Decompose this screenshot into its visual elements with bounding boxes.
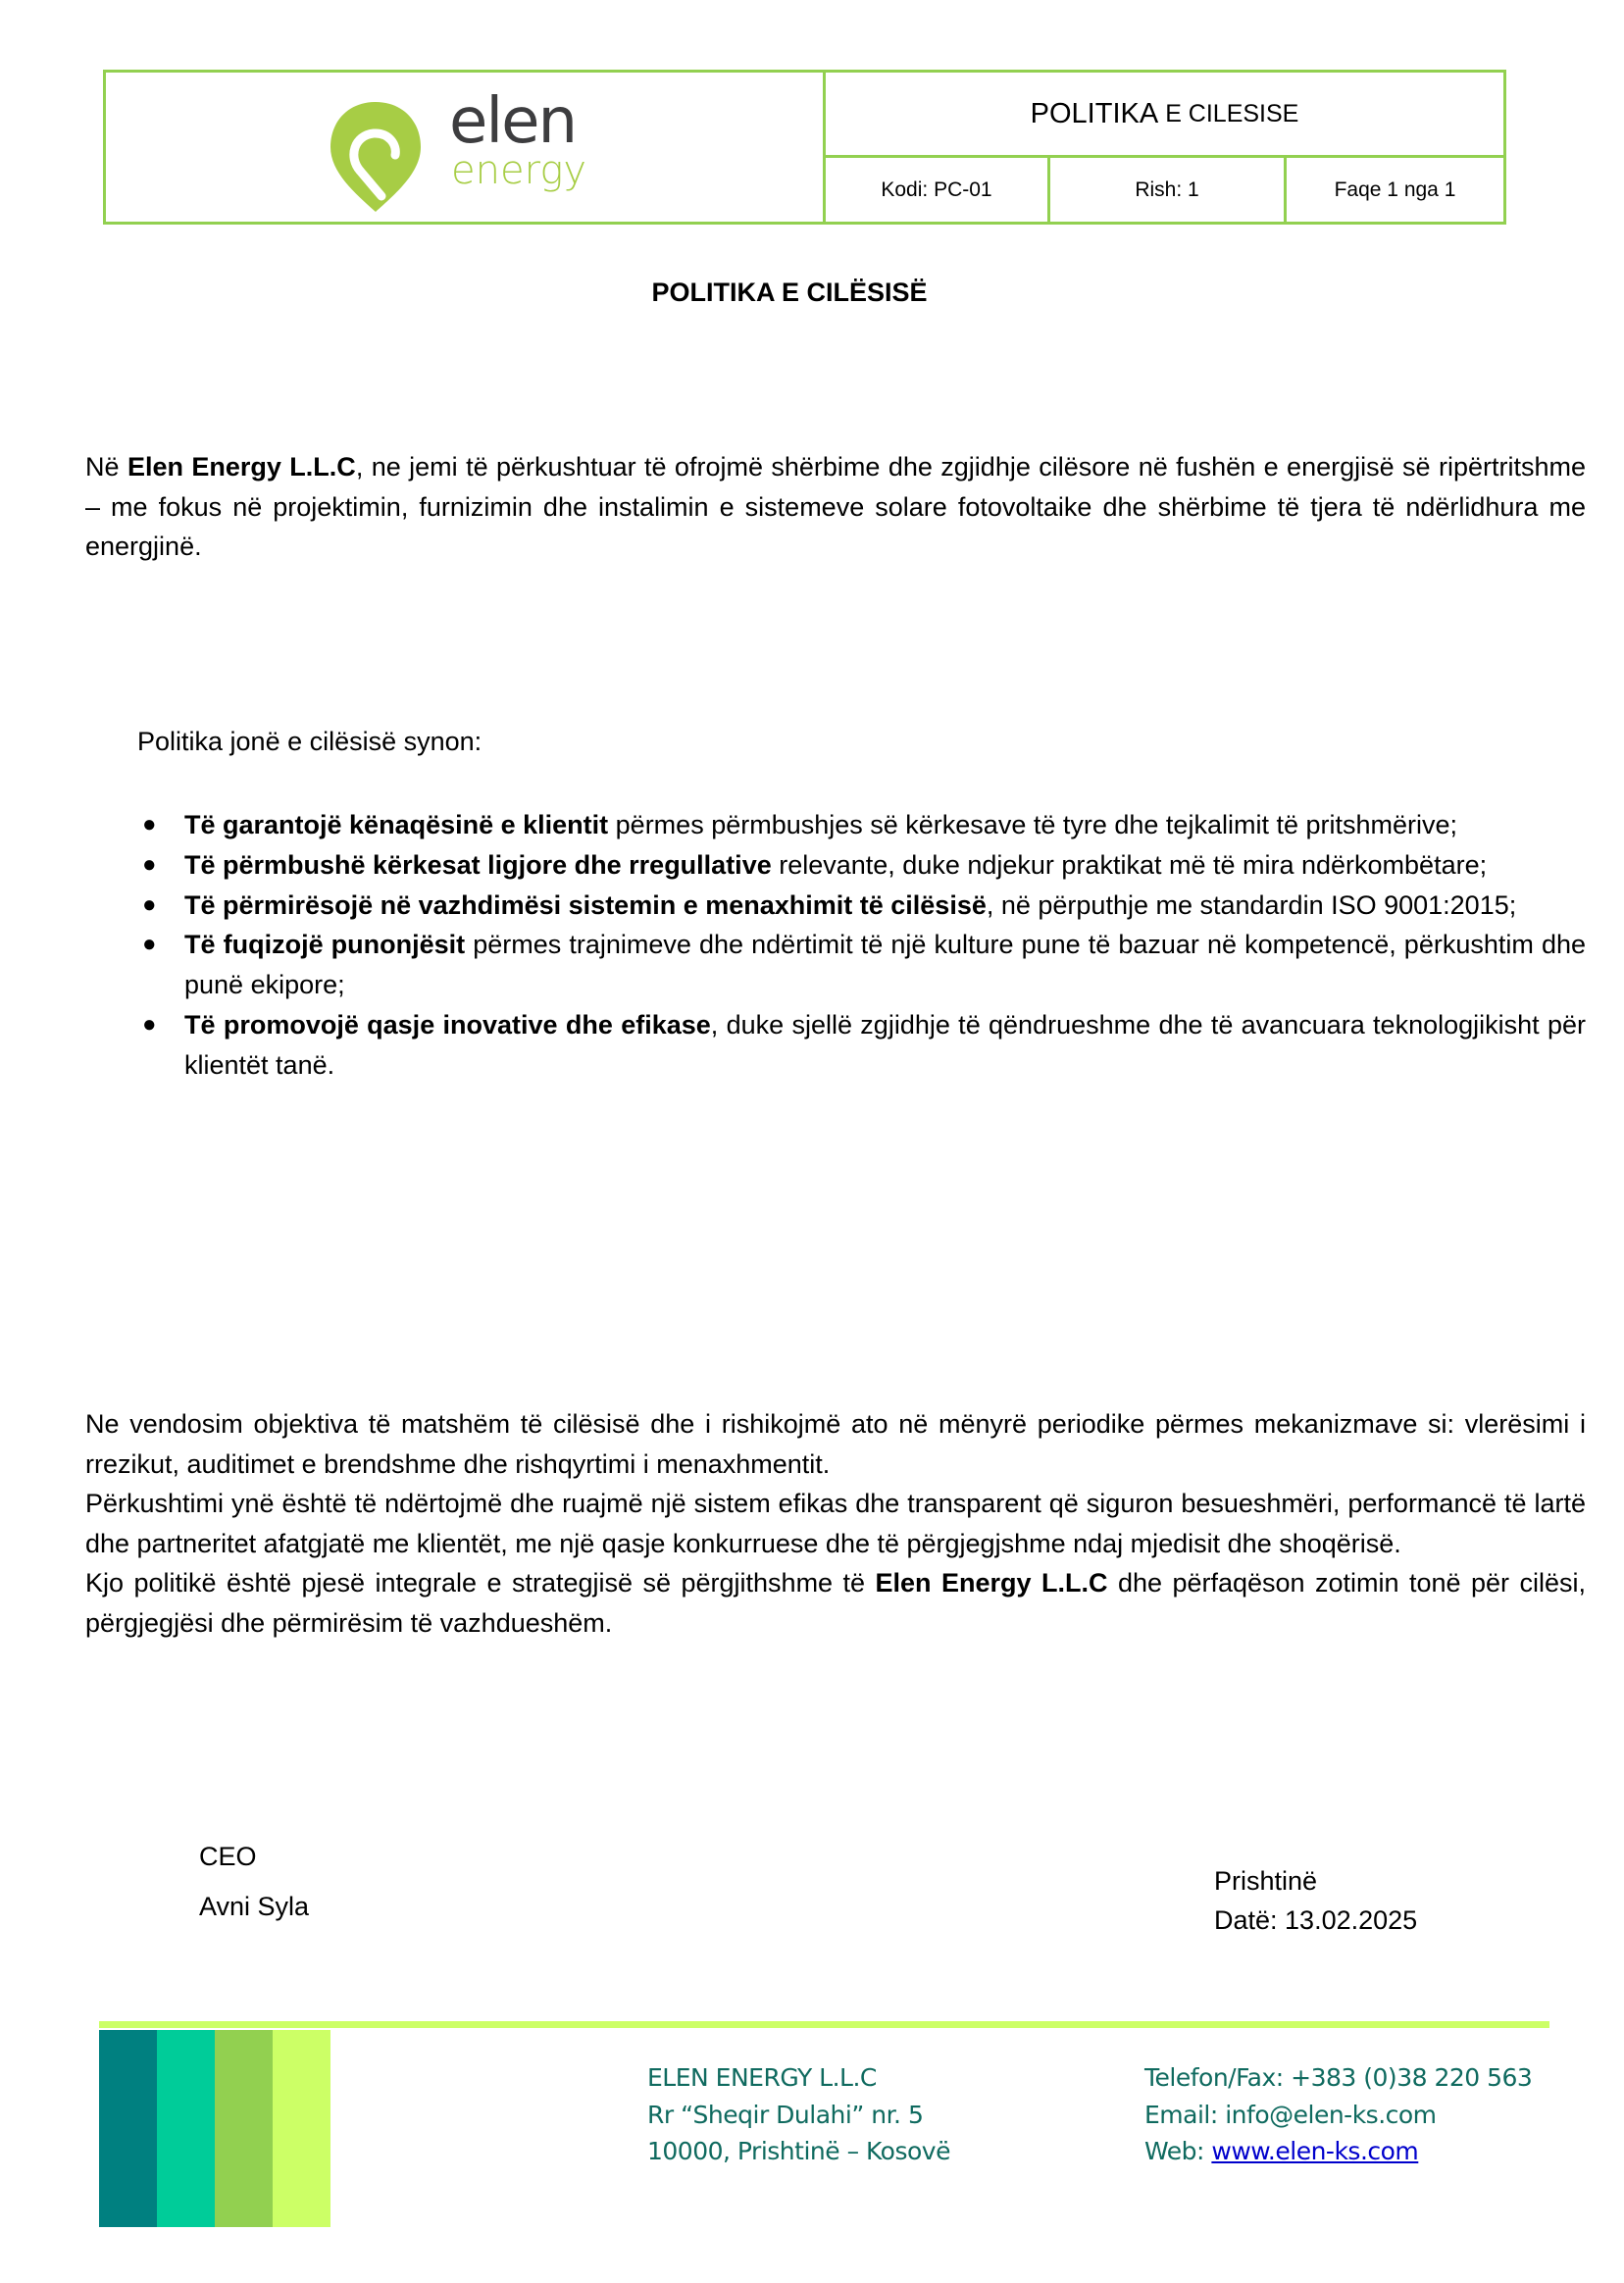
- footer-email: Email: info@elen-ks.com: [1144, 2100, 1437, 2129]
- policy-intro: Politika jonë e cilësisë synon:: [137, 727, 482, 756]
- objective-text: , duke sjellë zgjidhje të qëndrueshme dhe të avancuara teknologjikisht për klientët tanë.: [184, 1009, 1586, 1080]
- strategy-prefix: Kjo politikë është pjesë integrale e strategjisë së përgjithshme të: [85, 1568, 876, 1598]
- footer-web-label: Web:: [1144, 2137, 1212, 2165]
- objective-bold: Të përmirësojë në vazhdimësi sistemin e menaxhimit të cilësisë: [184, 889, 987, 920]
- objective-text: përmes trajnimeve dhe ndërtimit të një kulture pune të bazuar në kompetencë, përkushtim dhe punë ekipore;: [184, 930, 1586, 1000]
- footer-color-bar: [99, 2030, 157, 2227]
- objective-text: përmes përmbushjes së kërkesave të tyre dhe tejkalimit të pritshmërive;: [608, 810, 1458, 839]
- header-meta-row: [826, 158, 1503, 222]
- logo-wordmark-energy: energy: [451, 148, 586, 193]
- map-pin-leaf-icon: [327, 100, 425, 214]
- company-name-bold: Elen Energy L.L.C: [875, 1568, 1108, 1598]
- list-item: [142, 1005, 1586, 1086]
- document-title: POLITIKA E CILËSISË: [651, 278, 928, 307]
- objective-bold: Të përmbushë kërkesat ligjore dhe rregullative: [184, 849, 772, 880]
- document-code: Kodi: PC-01: [826, 158, 1050, 222]
- footer-street: Rr “Sheqir Dulahi” nr. 5: [647, 2100, 924, 2129]
- logo-wordmark-elen: elen: [449, 85, 577, 158]
- policy-objectives-list: [142, 805, 1586, 1086]
- list-item: [142, 845, 1586, 886]
- objective-text: relevante, duke ndjekur praktikat më të mira ndërkombëtare;: [771, 849, 1488, 880]
- footer-color-bar: [215, 2030, 273, 2227]
- closing-paragraph-commitment: Përkushtimi ynë është të ndërtojmë dhe ruajmë një sistem efikas dhe transparent që siguron besueshmëri, performancë të lartë dhe partneritet afatgjatë me klientët, me një qasje konkurruese dhe të përgjegjshme ndaj mjedisit dhe shoqërisë.: [85, 1489, 1586, 1558]
- objective-bold: Të fuqizojë punonjësit: [184, 930, 466, 960]
- strategy-suffix: dhe përfaqëson zotimin tonë për cilësi, përgjegjësi dhe përmirësim të vazhdueshëm.: [85, 1568, 1587, 1638]
- objective-text: , në përputhje me standardin ISO 9001:2015;: [986, 889, 1517, 920]
- signature-place: Prishtinë: [1214, 1866, 1318, 1896]
- header-title-part1: POLITIKA: [1030, 97, 1159, 129]
- objective-bold: Të promovojë qasje inovative dhe efikase: [184, 1009, 711, 1040]
- footer-city: 10000, Prishtinë – Kosovë: [647, 2137, 950, 2165]
- footer-web: [1144, 2133, 1532, 2170]
- header-document-title: [826, 73, 1503, 158]
- bullet-icon: ●: [142, 850, 157, 878]
- list-item: [142, 925, 1586, 1005]
- footer-color-bar: [273, 2030, 330, 2227]
- footer-color-bar: [157, 2030, 215, 2227]
- footer-company: ELEN ENERGY L.L.C: [647, 2063, 877, 2092]
- bullet-icon: ●: [142, 890, 157, 918]
- footer-divider: [99, 2021, 1549, 2028]
- signature-date: Datë: 13.02.2025: [1214, 1905, 1418, 1935]
- header-title-part2: E CILESISE: [1165, 99, 1299, 127]
- footer-contact: [1144, 2059, 1532, 2170]
- closing-section: [85, 1404, 1586, 1643]
- footer-phone: Telefon/Fax: +383 (0)38 220 563: [1144, 2063, 1533, 2092]
- website-link[interactable]: www.elen-ks.com: [1211, 2137, 1419, 2165]
- footer-address: [647, 2059, 950, 2170]
- intro-prefix: Në: [85, 452, 127, 482]
- bullet-icon: ●: [142, 931, 157, 958]
- document-header-table: [103, 70, 1506, 225]
- closing-paragraph-objectives: Ne vendosim objektiva të matshëm të cilësisë dhe i rishikojmë ato në mënyrë periodike përmes mekanizmave si: vlerësimi i rrezikut, auditimet e brendshme dhe rishqyrtimi i menaxhmentit.: [85, 1409, 1586, 1479]
- bullet-icon: ●: [142, 811, 157, 837]
- header-logo-cell: [106, 73, 826, 222]
- signatory-name: Avni Syla: [199, 1892, 310, 1921]
- intro-paragraph: [85, 447, 1586, 567]
- objective-bold: Të garantojë kënaqësinë e klientit: [184, 810, 609, 839]
- list-item: [142, 886, 1586, 926]
- document-revision: Rish: 1: [1050, 158, 1287, 222]
- bullet-icon: ●: [142, 1010, 157, 1038]
- page-count: Faqe 1 nga 1: [1334, 178, 1456, 201]
- company-name-bold: Elen Energy L.L.C: [127, 452, 356, 482]
- signatory-role: CEO: [199, 1842, 257, 1871]
- list-item: [142, 805, 1586, 845]
- closing-paragraph-strategy: [85, 1563, 1586, 1643]
- intro-text: , ne jemi të përkushtuar të ofrojmë shërbime dhe zgjidhje cilësore në fushën e energjisë së ripërtritshme – me fokus në projektimin, furnizimin dhe instalimin e sistemeve solare fotovoltaike dhe shërbime të tjera të ndërlidhura me energjinë.: [85, 452, 1586, 561]
